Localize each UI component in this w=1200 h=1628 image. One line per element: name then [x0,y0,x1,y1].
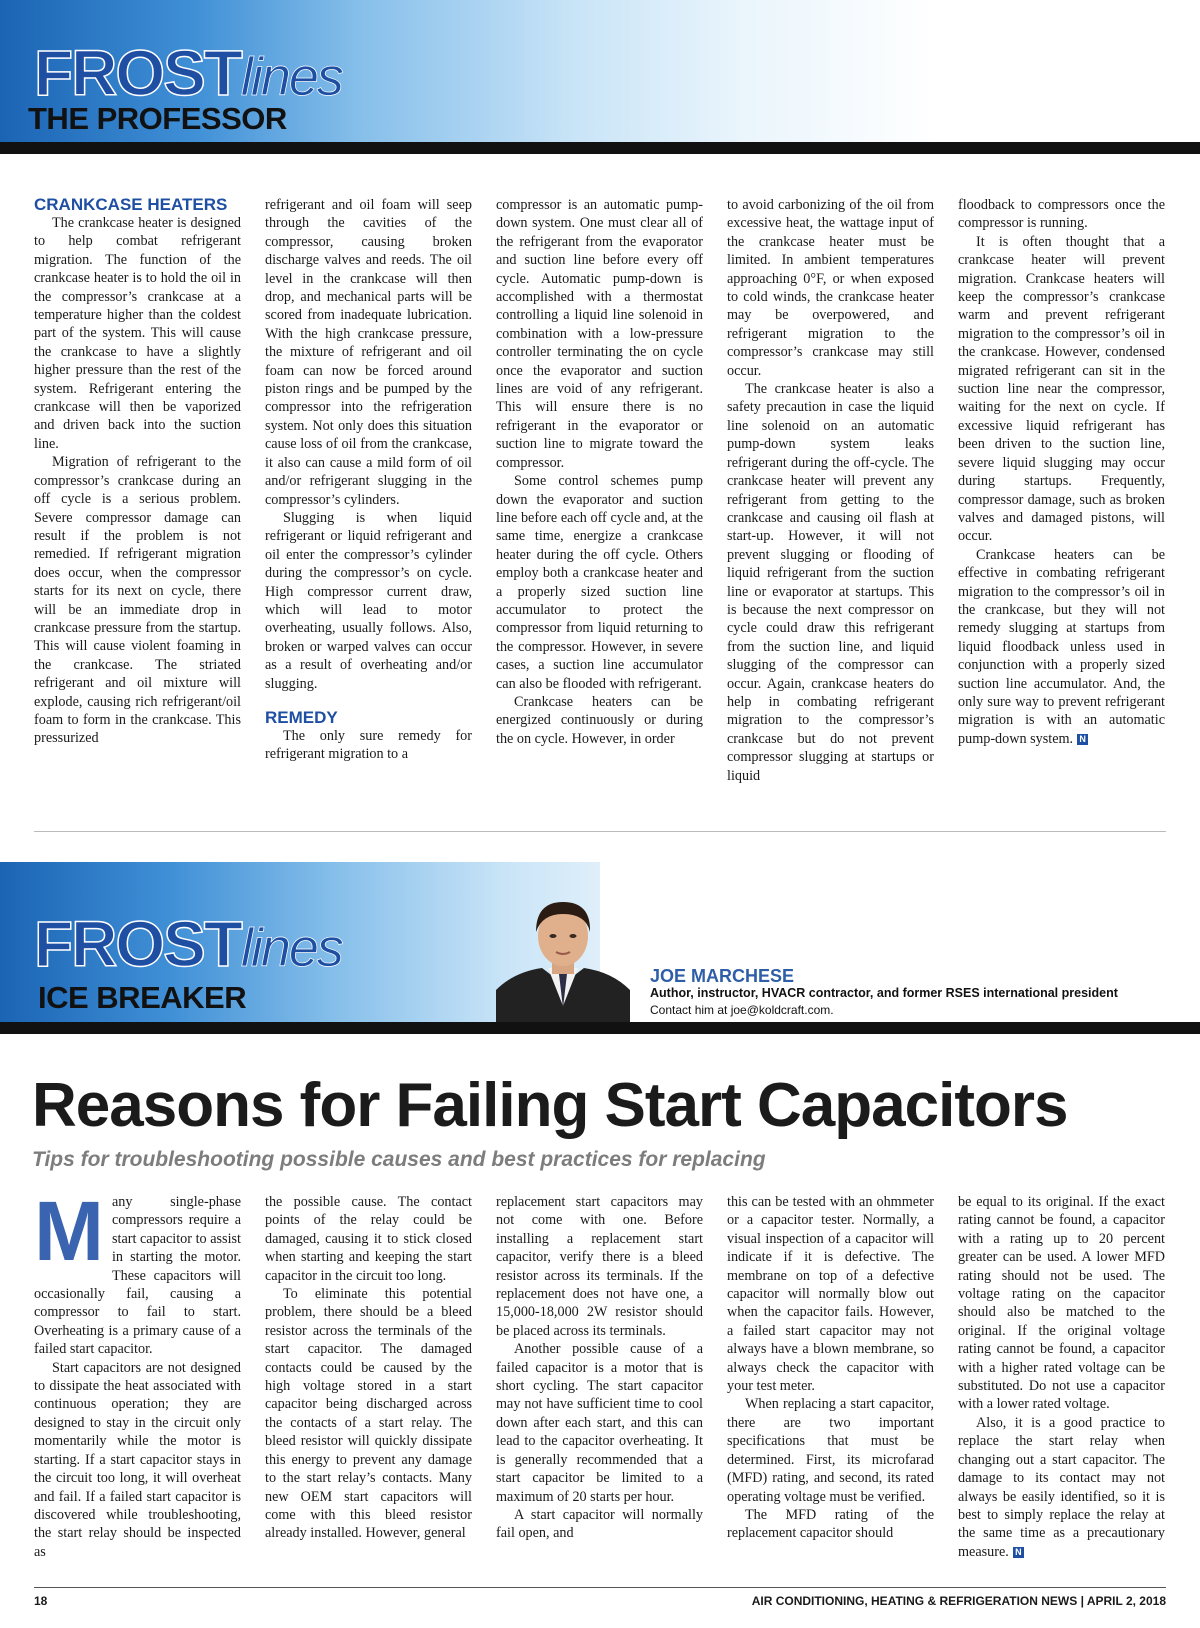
paragraph: Also, it is a good practice to replace the start relay when changing out a start capacitor. The damage to its contact may not always be easily identified, so it is best to simply replace the relay at the same time as a precautionary measure. [958,1414,1165,1560]
paragraph: Crankcase heaters can be energized continuously or during the on cycle. However, in order [496,693,703,747]
masthead-top-banner [0,0,1200,142]
article2-column-2 [265,1193,472,1543]
masthead-top-rule [0,142,1200,154]
paragraph: The MFD rating of the replacement capacitor should [727,1506,934,1542]
article1-column-1 [34,196,241,748]
paragraph: It is often thought that a crankcase heater will prevent migration. Crankcase heaters will keep the compressor’s crankcase warm and prevent refrigerant migration to the compressor’s oil in the crankcase. However, condensed migrated refrigerant can sit in the suction line near the compressor, waiting for the next on cycle. If excessive liquid refrigerant has been driven to the suction line, severe liquid slugging may occur during startups. Frequently, compressor damage, such as broken valves and damaged pistons, will occur. [958,233,1165,545]
page-number: 18 [34,1594,48,1608]
paragraph: Crankcase heaters can be effective in combating refrigerant migration to the compressor’s oil in the crankcase, but they will not remedy slugging at startups from liquid floodback unless used in conjunction with a properly sized suction line accumulator. And, the only sure way to prevent refrigerant migration is with an automatic pump-down system. [958,546,1165,747]
article1-column-3 [496,196,703,748]
article2-column-3 [496,1193,703,1543]
article1-column-5 [958,196,1165,748]
paragraph: The only sure remedy for refrigerant migration to a [265,727,472,763]
paragraph: Migration of refrigerant to the compressor’s crankcase during an off cycle is a serious problem. Severe compressor damage can result if the problem is not remedied. If refrigerant migration does occur, when the compressor starts for its next on cycle, there will be an immediate drop in crankcase pressure from the startup. This will cause violent foaming in the crankcase. The striated refrigerant and oil mixture will explode, causing rich refrigerant/oil foam to form in the crankcase. This pressurized [34,454,241,747]
paragraph: A start capacitor will normally fail open, and [496,1506,703,1542]
author-contact: Contact him at joe@koldcraft.com. [650,1003,834,1017]
paragraph: compressor is an automatic pump-down system. One must clear all of the refrigerant from the evaporator and suction line before every off cycle. Automatic pump-down is accomplished with a thermostat controlling a liquid line solenoid in combination with a low-pressure controller terminating the on cycle once the evaporator and suction lines are void of any refrigerant. This will ensure there is no refrigerant in the evaporator or suction line to migrate toward the compressor. [496,197,703,471]
subhead-crankcase-heaters: CRANKCASE HEATERS [34,195,228,214]
paragraph: When replacing a start capacitor, there are two important specifications that must be determined. First, its microfarad (MFD) rating, and second, its rated operating voltage must be verified. [727,1396,934,1505]
article2-column-5 [958,1193,1165,1561]
article1-column-2 [265,196,472,764]
paragraph: replacement start capacitors may not come with one. Before installing a replacement start capacitor, verify there is a bleed resistor across its terminals. If the replacement does not have one, a 15,000-18,000 2W resistor should be placed across its terminals. [496,1194,703,1339]
paragraph: The crankcase heater is designed to help combat refrigerant migration. The function of the crankcase heater is to hold the oil in the compressor’s crankcase at a temperature higher than the coldest part of the system. This will cause the crankcase to have a slightly higher pressure than the rest of the system. Refrigerant entering the crankcase will then be vaporized and driven back into the suction line. [34,215,241,452]
author-photo [496,898,630,1022]
article2-column-4 [727,1193,934,1543]
paragraph: Slugging is when liquid refrigerant or liquid refrigerant and oil enter the compressor’s cylinder during the compressor’s on cycle. High compressor current draw, which will lead to motor overheating, usually follows. Also, broken or warped valves can occur as a result of overheating and/or slugging. [265,509,472,692]
paragraph: To eliminate this potential problem, there should be a bleed resistor across the terminals of the start capacitor. The damaged contacts could be caused by the high voltage stored in a start capacitor being discharged across the contacts of a start relay. The bleed resistor will quickly dissipate this energy to prevent any damage to the start relay’s contacts. Many new OEM start capacitors will come with this bleed resistor already installed. However, general [265,1286,472,1542]
paragraph: The crankcase heater is also a safety precaution in case the liquid line solenoid on an automatic pump-down system leaks refrigerant during the off-cycle. The crankcase heater will prevent any refrigerant from getting to the crankcase and causing oil flash at start-up. However, it will not prevent slugging or flooding of liquid refrigerant from the suction line or evaporator at startups. This is because the next compressor on cycle could draw this refrigerant from the suction line, and liquid slugging of the compressor can occur. Again, crankcase heaters do help in combating refrigerant migration to the compressor’s crankcase but do not prevent compressor slugging at startups or liquid [727,381,934,784]
author-name: JOE MARCHESE [650,966,795,986]
headline: Reasons for Failing Start Capacitors [32,1071,1068,1140]
footer-rule [34,1587,1166,1588]
paragraph: this can be tested with an ohmmeter or a capacitor tester. Normally, a visual inspection of a capacitor will indicate if it is defective. The membrane on top of a defective capacitor will normally blow out when the capacitor fails. However, a failed start capacitor may not always have a blown membrane, so always check the capacitor with your test meter. [727,1194,934,1395]
paragraph: floodback to compressors once the compressor is running. [958,197,1165,232]
paragraph: Another possible cause of a failed capacitor is a motor that is short cycling. The start capacitor may not have sufficient time to cool down after each start, and this can lead to the capacitor overheating. It is generally recommended that a start capacitor be limited to a maximum of 20 starts per hour. [496,1341,703,1505]
masthead-mid-rule [0,1022,1200,1034]
article1-column-4 [727,196,934,785]
paragraph: refrigerant and oil foam will seep through the cavities of the compressor, causing broken discharge valves and reeds. The oil level in the crankcase will then drop, and mechanical parts will be scored from inadequate lubrication. With the high crankcase pressure, the mixture of refrigerant and oil foam can now be forced around piston rings and be pumped by the compressor into the refrigeration system. Not only does this situation cause loss of oil from the crankcase, it also can cause a mild form of oil and/or refrigerant slugging in the compressor’s cylinders. [265,197,472,508]
drop-cap: M [34,1184,104,1278]
article-divider [34,831,1166,832]
paragraph: Some control schemes pump down the evaporator and suction line before each off cycle and, at the same time, energize a crankcase heater during the off cycle. Others employ both a crankcase heater and a properly sized suction line accumulator to protect the compressor from liquid returning to the compressor. However, in severe cases, a suction line accumulator can also be flooded with refrigerant. [496,473,703,692]
issue-date: APRIL 2, 2018 [1086,1594,1166,1608]
article2-column-1 [34,1184,241,1561]
deck: Tips for troubleshooting possible causes and best practices for replacing [32,1148,766,1171]
subhead-remedy: REMEDY [265,707,338,727]
author-title: Author, instructor, HVACR contractor, and former RSES international president [650,986,1118,1000]
running-footer [752,1594,1166,1608]
frostlines-logo: FROSTlines [34,908,342,980]
paragraph: Start capacitors are not designed to dissipate the heat associated with continuous operation; they are designed to stay in the circuit only momentarily while the motor is starting. If a start capacitor stays in the circuit too long, it will overheat and fail. If a failed start capacitor is discovered while troubleshooting, the start relay should be inspected as [34,1359,241,1560]
paragraph: to avoid carbonizing of the oil from excessive heat, the wattage input of the crankcase heater must be limited. In ambient temperatures approaching 0°F, or when exposed to cold winds, the crankcase heater may be overpowered, and refrigerant migration to the compressor’s crankcase may still occur. [727,197,934,379]
paragraph: be equal to its original. If the exact rating cannot be found, a capacitor with a rating up to 20 percent greater can be used. A lower MFD rating should not be used. The voltage rating on the capacitor should also be matched to the original. If the original voltage rating cannot be found, a capacitor with a higher rated voltage can be substituted. Do not use a capacitor with a lower rated voltage. [958,1194,1165,1413]
publication-name: AIR CONDITIONING, HEATING & REFRIGERATION NEWS [751,1594,1078,1608]
paragraph: any single-phase compressors require a start capacitor to assist in starting the motor. These capacitors will occasionally fail, causing a compressor to fail to start. Overheating is a primary cause of a failed start capacitor. [34,1194,241,1358]
frostlines-logo: FROSTlines [34,37,342,109]
paragraph: the possible cause. The contact points of the relay could be damaged, causing it to stick closed when starting and keeping the start capacitor in the circuit too long. [265,1194,472,1284]
section-label-ice-breaker: ICE BREAKER [38,980,247,1015]
section-label-the-professor: THE PROFESSOR [28,101,287,136]
end-mark-icon: N [1013,1547,1024,1558]
end-mark-icon: N [1077,734,1088,745]
footer-separator: | [1080,1594,1084,1608]
